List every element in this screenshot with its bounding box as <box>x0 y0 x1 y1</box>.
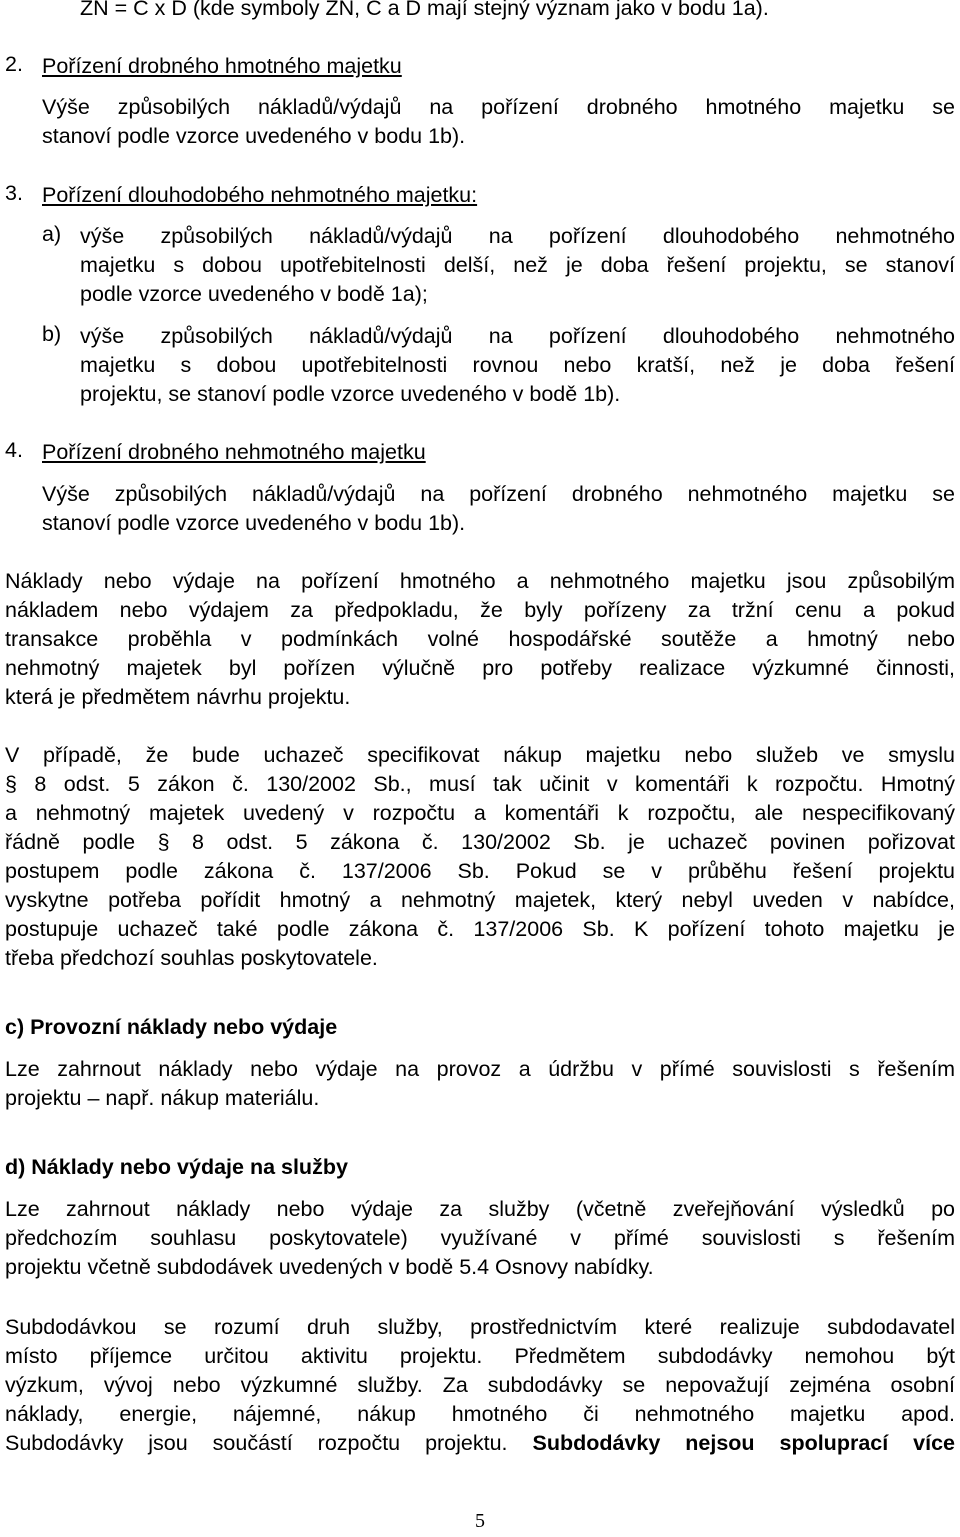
paragraph-line: § 8 odst. 5 zákon č. 130/2002 Sb., musí tak učinit v komentáři k rozpočtu. Hmotný <box>5 772 955 796</box>
paragraph-line: Subdodávkou se rozumí druh služby, prostřednictvím které realizuje subdodavatel <box>5 1315 955 1339</box>
paragraph-line: projektu – např. nákup materiálu. <box>5 1086 320 1110</box>
subitem-text-line: výše způsobilých nákladů/výdajů na pořízení dlouhodobého nehmotného <box>80 324 955 348</box>
paragraph-line: výzkum, vývoj nebo výzkumné služby. Za subdodávky se nepovažují zejména osobní <box>5 1373 955 1397</box>
formula-line: ZN = C x D (kde symboly ZN, C a D mají stejný význam jako v bodu 1a). <box>80 0 769 20</box>
paragraph-line: transakce proběhla v podmínkách volné hospodářské soutěže a hmotný nebo <box>5 627 955 651</box>
section-heading: d) Náklady nebo výdaje na služby <box>5 1155 348 1179</box>
item-heading: Pořízení drobného nehmotného majetku <box>42 440 426 464</box>
paragraph-bold-text: Subdodávky nejsou spoluprací více <box>532 1431 955 1455</box>
paragraph-line-mixed <box>5 1429 955 1458</box>
paragraph-line: Náklady nebo výdaje na pořízení hmotného a nehmotného majetku jsou způsobilým <box>5 569 955 593</box>
page-number: 5 <box>475 1510 485 1532</box>
paragraph-line: Lze zahrnout náklady nebo výdaje na provoz a údržbu v přímé souvislosti s řešením <box>5 1057 955 1081</box>
subitem-text-line: projektu, se stanoví podle vzorce uvedeného v bodě 1b). <box>80 382 621 406</box>
paragraph-text: Subdodávky jsou součástí rozpočtu projektu. <box>5 1431 508 1455</box>
subitem-text-line: výše způsobilých nákladů/výdajů na pořízení dlouhodobého nehmotného <box>80 224 955 248</box>
paragraph-line: a nehmotný majetek uvedený v rozpočtu a komentáři k rozpočtu, ale nespecifikovaný <box>5 801 955 825</box>
paragraph-line: vyskytne potřeba pořídit hmotný a nehmotný majetek, který nebyl uveden v nabídce, <box>5 888 955 912</box>
item-number: 2. <box>5 52 23 76</box>
item-heading: Pořízení drobného hmotného majetku <box>42 54 402 78</box>
paragraph-line: postupem podle zákona č. 137/2006 Sb. Pokud se v průběhu řešení projektu <box>5 859 955 883</box>
item-text-line: stanoví podle vzorce uvedeného v bodu 1b). <box>42 124 466 148</box>
paragraph-line: projektu včetně subdodávek uvedených v bodě 5.4 Osnovy nabídky. <box>5 1255 654 1279</box>
item-number: 3. <box>5 181 23 205</box>
paragraph-line: postupuje uchazeč také podle zákona č. 137/2006 Sb. K pořízení tohoto majetku je <box>5 917 955 941</box>
item-heading: Pořízení dlouhodobého nehmotného majetku: <box>42 183 478 207</box>
item-number: 4. <box>5 438 23 462</box>
item-text-line: Výše způsobilých nákladů/výdajů na pořízení drobného nehmotného majetku se <box>42 482 955 506</box>
section-heading: c) Provozní náklady nebo výdaje <box>5 1015 338 1039</box>
paragraph-line: náklady, energie, nájemné, nákup hmotného či nehmotného majetku apod. <box>5 1402 955 1426</box>
paragraph-line: řádně podle § 8 odst. 5 zákona č. 130/2002 Sb. je uchazeč povinen pořizovat <box>5 830 955 854</box>
subitem-text-line: majetku s dobou upotřebitelnosti rovnou nebo kratší, než je doba řešení <box>80 353 955 377</box>
subitem-text-line: podle vzorce uvedeného v bodě 1a); <box>80 282 428 306</box>
subitem-label: a) <box>42 222 62 246</box>
item-text-line: Výše způsobilých nákladů/výdajů na pořízení drobného hmotného majetku se <box>42 95 955 119</box>
paragraph-line: V případě, že bude uchazeč specifikovat nákup majetku nebo služeb ve smyslu <box>5 743 955 767</box>
item-text-line: stanoví podle vzorce uvedeného v bodu 1b). <box>42 511 466 535</box>
paragraph-line: místo příjemce určitou aktivitu projektu. Předmětem subdodávky nemohou být <box>5 1344 955 1368</box>
paragraph-line: předchozím souhlasu poskytovatele) využívané v přímé souvislosti s řešením <box>5 1226 955 1250</box>
paragraph-line: která je předmětem návrhu projektu. <box>5 685 351 709</box>
paragraph-line: třeba předchozí souhlas poskytovatele. <box>5 946 378 970</box>
paragraph-line: nehmotný majetek byl pořízen výlučně pro potřeby realizace výzkumné činnosti, <box>5 656 955 680</box>
paragraph-line: nákladem nebo výdajem za předpokladu, že byly pořízeny za tržní cenu a pokud <box>5 598 955 622</box>
subitem-label: b) <box>42 322 62 346</box>
paragraph-line: Lze zahrnout náklady nebo výdaje za služby (včetně zveřejňování výsledků po <box>5 1197 955 1221</box>
subitem-text-line: majetku s dobou upotřebitelnosti delší, než je doba řešení projektu, se stanoví <box>80 253 955 277</box>
